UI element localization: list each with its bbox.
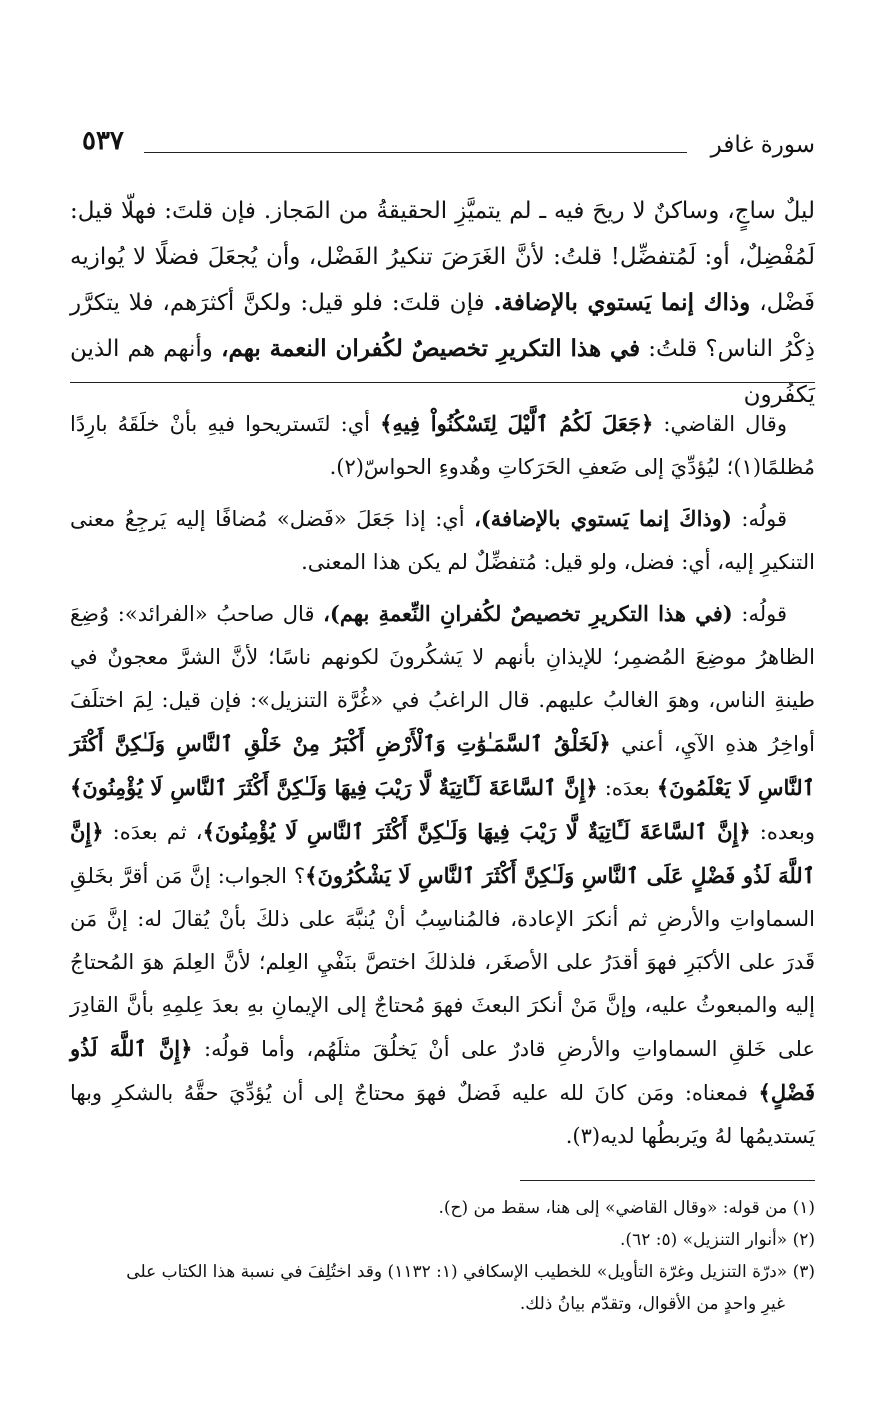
quran-verse: ﴿إِنَّ ٱلسَّاعَةَ لَـَٔاتِيَةٌ لَّا رَيْبَ فِيهَا وَلَـٰكِنَّ أَكْثَرَ ٱلنَّاسِ لَا يُؤْمِنُونَ﴾ xyxy=(70,775,598,800)
main-text-bold: في هذا التكريرِ تخصيصٌ لكُفران النعمة بهم، xyxy=(221,335,641,362)
page-header xyxy=(82,120,815,170)
commentary-text: قال صاحبُ «الفرائد»: وُضِعَ الظاهرُ موضِعَ المُضمِر؛ للإيذانِ بأنهم لا يَشكُرونَ لكونهم ناسًا؛ لأنَّ الشرَّ معجونٌ في طينةِ الناس، وهوَ الغالبُ عليهم. قال الراغبُ في «غُرَّة التنزيل»: فإن قيل: لِمَ اختلَفَ أواخِرُ هذهِ الآيِ، أعني xyxy=(70,602,815,756)
commentary-paragraph xyxy=(70,592,815,1158)
commentary-text: قولُه: xyxy=(731,507,787,531)
commentary-text: وقال القاضي: xyxy=(653,412,787,436)
commentary-paragraph xyxy=(70,497,815,584)
commentary-lemma: (وذاكَ إنما يَستوي بالإضافة)، xyxy=(474,506,732,531)
footnote-continuation: غيرِ واحدٍ من الأقوال، وتقدّم بيانُ ذلك. xyxy=(519,1294,785,1314)
main-text-bold: وذاك إنما يَستوي بالإضافة. xyxy=(493,289,751,316)
quran-verse: ﴿لَخَلْقُ ٱلسَّمَـٰوَٰتِ وَٱلْأَرْضِ أَكْبَرُ مِنْ خَلْقِ ٱلنَّاسِ وَلَـٰكِنَّ أَكْثَرَ ٱلنَّاسِ لَا يَعْلَمُونَ﴾ xyxy=(70,731,815,800)
quran-verse: ﴿إِنَّ ٱللَّهَ لَذُو فَضْلٍ﴾ xyxy=(70,1036,815,1105)
commentary-paragraph xyxy=(70,402,815,489)
commentary-text: أي: لتَستريحوا فيهِ بأنْ خلَقَهُ بارِدًا مُظلمًا(١)؛ ليُؤدِّيَ إلى ضَعفِ الحَرَكاتِ وهُدوءِ الحواسّ(٢). xyxy=(70,412,815,479)
main-text-block xyxy=(70,188,815,418)
commentary-text: وبعده: xyxy=(750,820,815,844)
commentary-text: بعدَه: xyxy=(597,776,657,800)
quran-verse: ﴿إِنَّ ٱلسَّاعَةَ لَـَٔاتِيَةٌ لَّا رَيْبَ فِيهَا وَلَـٰكِنَّ أَكْثَرَ ٱلنَّاسِ لَا يُؤْمِنُونَ﴾ xyxy=(202,819,751,844)
commentary-text: ، ثم بعدَه: xyxy=(103,820,203,844)
footnote: (١) من قوله: «وقال القاضي» إلى هنا، سقط من (ح). xyxy=(438,1198,815,1218)
main-text-line: ليلٌ ساجٍ، وساكنٌ لا ريحَ فيه ـ لم يتميَّزِ الحقيقةُ من المَجاز. فإن قلتَ: فهلّا قيل: لَمُفْضِلٌ، أو: لَمُتفضِّل! قلتُ: لأنَّ الغَرَضَ تنكيرُ الفَضْل، وأن يُجعَلَ فضلًا لا يُوازيه فَضْل، xyxy=(70,198,815,316)
main-text-divider xyxy=(70,382,815,383)
commentary-text: ؟ الجواب: إنَّ مَن أقرَّ بخَلقِ السماواتِ والأرضِ ثم أنكرَ الإعادة، فالمُناسِبُ أنْ يُنبَّهَ على ذلكَ بأنْ يُقالَ له: إنَّ مَن قَدرَ على الأكبَرِ فهوَ أقدَرُ على الأصغَر، فلذلكَ اختصَّ بنَفْيِ العِلم؛ لأنَّ العِلمَ هوَ المُحتاجُ إليه والمبعوثُ عليه، وإنَّ مَنْ أنكرَ البعثَ فهوَ مُحتاجٌ إلى الإيمانِ بهِ بعدَ عِلمِهِ بأنَّ القادِرَ على خَلقِ السماواتِ والأرضِ قادرٌ على أنْ يَخلُقَ مثلَهُم، وأما قولُه: xyxy=(70,864,815,1061)
commentary-text: قولُه: xyxy=(732,602,787,626)
footnotes-block xyxy=(70,1192,815,1320)
header-rule xyxy=(144,152,687,153)
footnote: (٢) «أنوار التنزيل» (٥: ٦٢). xyxy=(620,1230,815,1250)
commentary-lemma: (في هذا التكريرِ تخصيصٌ لكُفرانِ النِّعمةِ بهم)، xyxy=(323,601,733,626)
commentary-text: أي: إذا جَعَلَ «فَضل» مُضافًا إليه يَرجِعُ معنى التنكيرِ إليه، أي: فضل، ولو قيل: مُتفضِّلٌ لم يكن هذا المعنى. xyxy=(70,507,815,574)
surah-title: سورة غافر xyxy=(710,132,815,158)
footnote: (٣) «درّة التنزيل وغرّة التأويل» للخطيب الإسكافي (١: ١١٣٢) وقد اختُلِفَ في نسبة هذا الكتاب على xyxy=(126,1262,815,1282)
main-text-line: وأنهم هم الذين يَكفُرون xyxy=(70,336,815,408)
quran-verse: ﴿جَعَلَ لَكُمُ ٱلَّيْلَ لِتَسْكُنُواْ فِيهِ﴾ xyxy=(380,411,654,436)
page-number: ٥٣٧ xyxy=(82,126,124,156)
main-text-line: فإن قلتَ: فلو قيل: ولكنَّ أكثرَهم، فلا يتكرَّر ذِكْرُ الناس؟ قلتُ: xyxy=(70,290,815,362)
commentary-text: فمعناه: ومَن كانَ لله عليه فَضلٌ فهوَ محتاجٌ إلى أن يُؤدِّيَ حقَّهُ بالشكرِ وبها يَستديمُها لهُ ويَربطُها لديه(٣). xyxy=(70,1081,815,1148)
commentary-block xyxy=(70,402,815,1166)
quran-verse: ﴿إِنَّ ٱللَّهَ لَذُو فَضْلٍ عَلَى ٱلنَّاسِ وَلَـٰكِنَّ أَكْثَرَ ٱلنَّاسِ لَا يَشْكُرُونَ﴾ xyxy=(70,819,816,888)
footnote-divider xyxy=(520,1180,815,1181)
